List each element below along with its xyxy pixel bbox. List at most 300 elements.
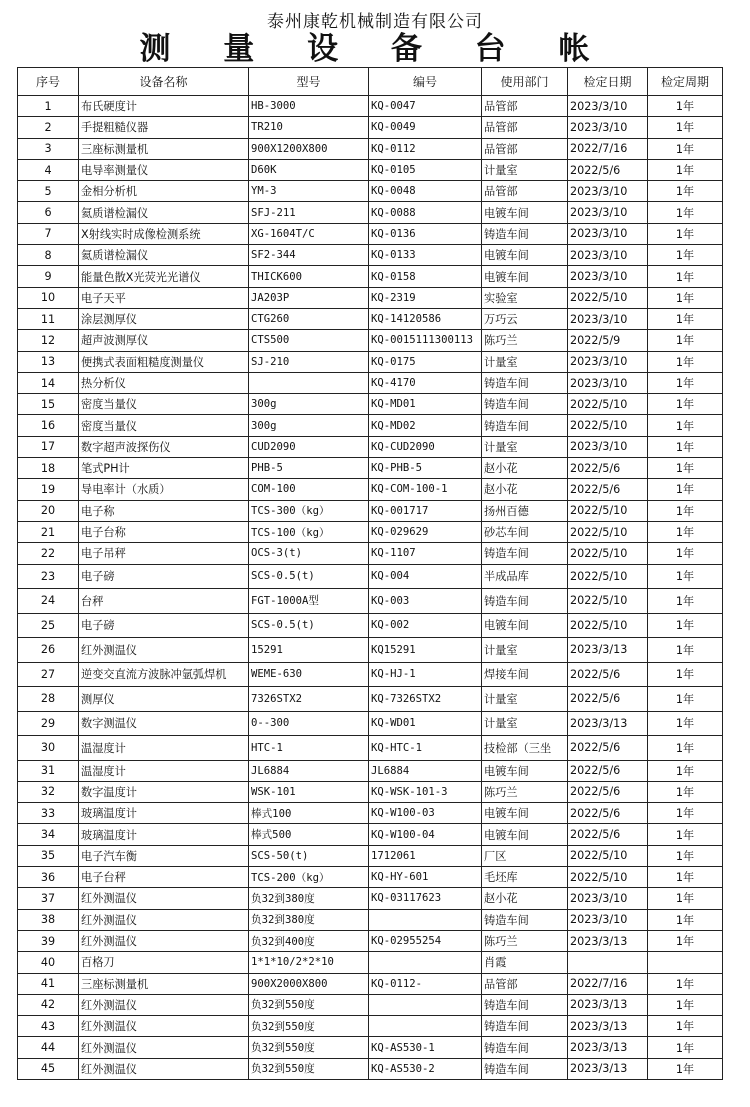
- cell-serial: KQ-W100-03: [369, 803, 482, 824]
- cell-calibration-cycle: 1年: [648, 638, 723, 663]
- cell-serial: KQ-AS530-1: [369, 1037, 482, 1058]
- cell-model: 棒式100: [249, 803, 369, 824]
- table-row: [18, 867, 723, 888]
- cell-calibration-date: 2022/5/6: [568, 662, 648, 687]
- cell-serial: KQ-0088: [369, 202, 482, 223]
- cell-serial: KQ-029629: [369, 521, 482, 542]
- cell-device-name: 红外测温仪: [79, 1058, 249, 1079]
- cell-device-name: 逆变交直流方波脉冲氩弧焊机: [79, 662, 249, 687]
- cell-serial: KQ-0105: [369, 159, 482, 180]
- table-row: [18, 245, 723, 266]
- cell-serial: KQ-0175: [369, 351, 482, 372]
- cell-department: 铸造车间: [482, 994, 568, 1015]
- cell-department: 肖霞: [482, 952, 568, 973]
- cell-department: 品管部: [482, 117, 568, 138]
- table-row: [18, 662, 723, 687]
- cell-no: 37: [18, 888, 79, 909]
- col-header-model: 型号: [249, 68, 369, 96]
- cell-no: 29: [18, 711, 79, 736]
- cell-serial: KQ-0112: [369, 138, 482, 159]
- cell-serial: KQ-HTC-1: [369, 736, 482, 761]
- company-name: 泰州康乾机械制造有限公司: [267, 12, 483, 32]
- cell-calibration-date: 2022/5/10: [568, 394, 648, 415]
- cell-no: 21: [18, 521, 79, 542]
- cell-device-name: 电子称: [79, 500, 249, 521]
- cell-model: HB-3000: [249, 96, 369, 117]
- cell-calibration-cycle: [648, 952, 723, 973]
- cell-serial: KQ-14120586: [369, 308, 482, 329]
- cell-serial: KQ-0158: [369, 266, 482, 287]
- cell-no: 16: [18, 415, 79, 436]
- cell-device-name: 手提粗糙仪器: [79, 117, 249, 138]
- cell-model: 负32到550度: [249, 1037, 369, 1058]
- cell-model: 0--300: [249, 711, 369, 736]
- cell-calibration-cycle: 1年: [648, 330, 723, 351]
- cell-model: YM-3: [249, 181, 369, 202]
- cell-device-name: 红外测温仪: [79, 1037, 249, 1058]
- cell-calibration-cycle: 1年: [648, 372, 723, 393]
- cell-calibration-date: [568, 952, 648, 973]
- table-row: [18, 500, 723, 521]
- cell-calibration-date: 2023/3/10: [568, 202, 648, 223]
- cell-device-name: 热分析仪: [79, 372, 249, 393]
- cell-no: 39: [18, 930, 79, 951]
- cell-serial: KQ-7326STX2: [369, 687, 482, 712]
- cell-calibration-cycle: 1年: [648, 1037, 723, 1058]
- cell-department: 半成品库: [482, 564, 568, 589]
- cell-device-name: 电子吊秤: [79, 543, 249, 564]
- cell-no: 11: [18, 308, 79, 329]
- cell-calibration-date: 2023/3/13: [568, 1058, 648, 1079]
- cell-device-name: 密度当量仪: [79, 394, 249, 415]
- cell-device-name: 超声波测厚仪: [79, 330, 249, 351]
- cell-model: JA203P: [249, 287, 369, 308]
- cell-serial: [369, 994, 482, 1015]
- cell-calibration-date: 2022/5/6: [568, 803, 648, 824]
- cell-calibration-date: 2023/3/10: [568, 96, 648, 117]
- cell-no: 30: [18, 736, 79, 761]
- table-row: [18, 521, 723, 542]
- cell-model: XG-1604T/C: [249, 223, 369, 244]
- cell-model: OCS-3(t): [249, 543, 369, 564]
- table-row: [18, 845, 723, 866]
- cell-serial: KQ-0047: [369, 96, 482, 117]
- cell-device-name: 温湿度计: [79, 760, 249, 781]
- cell-model: 900X1200X800: [249, 138, 369, 159]
- cell-serial: KQ-AS530-2: [369, 1058, 482, 1079]
- table-row: [18, 436, 723, 457]
- cell-serial: KQ-0133: [369, 245, 482, 266]
- cell-calibration-date: 2022/5/6: [568, 824, 648, 845]
- cell-calibration-date: 2023/3/13: [568, 930, 648, 951]
- col-header-serial: 编号: [369, 68, 482, 96]
- cell-calibration-date: 2023/3/10: [568, 909, 648, 930]
- cell-device-name: 玻璃温度计: [79, 824, 249, 845]
- cell-department: 电镀车间: [482, 824, 568, 845]
- cell-calibration-cycle: 1年: [648, 994, 723, 1015]
- cell-calibration-cycle: 1年: [648, 613, 723, 638]
- col-header-department: 使用部门: [482, 68, 568, 96]
- cell-device-name: 玻璃温度计: [79, 803, 249, 824]
- cell-department: 品管部: [482, 181, 568, 202]
- cell-department: 铸造车间: [482, 909, 568, 930]
- cell-no: 34: [18, 824, 79, 845]
- cell-calibration-cycle: 1年: [648, 1016, 723, 1037]
- cell-calibration-cycle: 1年: [648, 351, 723, 372]
- cell-serial: KQ-WSK-101-3: [369, 781, 482, 802]
- cell-calibration-cycle: 1年: [648, 687, 723, 712]
- cell-device-name: 红外测温仪: [79, 1016, 249, 1037]
- cell-calibration-cycle: 1年: [648, 138, 723, 159]
- cell-no: 35: [18, 845, 79, 866]
- cell-no: 24: [18, 589, 79, 614]
- cell-calibration-cycle: 1年: [648, 245, 723, 266]
- cell-calibration-date: 2022/5/9: [568, 330, 648, 351]
- table-row: [18, 909, 723, 930]
- cell-calibration-date: 2023/3/10: [568, 888, 648, 909]
- cell-serial: KQ-0112-: [369, 973, 482, 994]
- cell-serial: [369, 909, 482, 930]
- cell-calibration-cycle: 1年: [648, 909, 723, 930]
- cell-calibration-date: 2022/5/10: [568, 521, 648, 542]
- cell-department: 赵小花: [482, 458, 568, 479]
- cell-calibration-cycle: 1年: [648, 803, 723, 824]
- table-row: [18, 824, 723, 845]
- cell-device-name: 三座标测量机: [79, 973, 249, 994]
- cell-department: 厂区: [482, 845, 568, 866]
- cell-calibration-date: 2022/5/6: [568, 760, 648, 781]
- cell-no: 5: [18, 181, 79, 202]
- cell-calibration-date: 2022/7/16: [568, 138, 648, 159]
- cell-calibration-cycle: 1年: [648, 736, 723, 761]
- cell-model: 15291: [249, 638, 369, 663]
- cell-department: 计量室: [482, 711, 568, 736]
- table-row: [18, 930, 723, 951]
- cell-calibration-date: 2022/5/10: [568, 543, 648, 564]
- cell-device-name: 百格刀: [79, 952, 249, 973]
- cell-calibration-date: 2023/3/13: [568, 1016, 648, 1037]
- cell-device-name: 红外测温仪: [79, 994, 249, 1015]
- col-header-calibration-date: 检定日期: [568, 68, 648, 96]
- cell-calibration-cycle: 1年: [648, 867, 723, 888]
- cell-model: CTG260: [249, 308, 369, 329]
- cell-serial: KQ-4170: [369, 372, 482, 393]
- table-body: [18, 96, 723, 1080]
- table-row: [18, 266, 723, 287]
- col-header-no: 序号: [18, 68, 79, 96]
- cell-department: 铸造车间: [482, 1016, 568, 1037]
- cell-serial: KQ-MD01: [369, 394, 482, 415]
- cell-device-name: 数字测温仪: [79, 711, 249, 736]
- cell-model: WSK-101: [249, 781, 369, 802]
- cell-no: 6: [18, 202, 79, 223]
- cell-department: 实验室: [482, 287, 568, 308]
- cell-calibration-cycle: 1年: [648, 159, 723, 180]
- cell-serial: KQ-002: [369, 613, 482, 638]
- cell-device-name: 笔式PH计: [79, 458, 249, 479]
- cell-model: CTS500: [249, 330, 369, 351]
- cell-serial: KQ-HY-601: [369, 867, 482, 888]
- table-row: [18, 543, 723, 564]
- cell-calibration-cycle: 1年: [648, 266, 723, 287]
- cell-no: 13: [18, 351, 79, 372]
- table-row: [18, 351, 723, 372]
- cell-model: 负32到400度: [249, 930, 369, 951]
- cell-department: 技检部（三坐: [482, 736, 568, 761]
- cell-calibration-date: 2023/3/10: [568, 223, 648, 244]
- cell-department: 铸造车间: [482, 223, 568, 244]
- cell-no: 7: [18, 223, 79, 244]
- cell-department: 铸造车间: [482, 1037, 568, 1058]
- cell-calibration-date: 2022/5/6: [568, 479, 648, 500]
- cell-model: SJ-210: [249, 351, 369, 372]
- cell-device-name: 台秤: [79, 589, 249, 614]
- cell-model: 300g: [249, 394, 369, 415]
- cell-department: 铸造车间: [482, 543, 568, 564]
- cell-calibration-date: 2022/5/10: [568, 564, 648, 589]
- cell-department: 计量室: [482, 159, 568, 180]
- cell-department: 赵小花: [482, 888, 568, 909]
- cell-no: 18: [18, 458, 79, 479]
- cell-no: 8: [18, 245, 79, 266]
- cell-device-name: 红外测温仪: [79, 888, 249, 909]
- cell-no: 28: [18, 687, 79, 712]
- table-row: [18, 372, 723, 393]
- cell-calibration-cycle: 1年: [648, 845, 723, 866]
- cell-no: 40: [18, 952, 79, 973]
- cell-department: 陈巧兰: [482, 781, 568, 802]
- cell-device-name: 电子磅: [79, 613, 249, 638]
- cell-calibration-cycle: 1年: [648, 760, 723, 781]
- cell-department: 砂芯车间: [482, 521, 568, 542]
- table-row: [18, 638, 723, 663]
- cell-department: 陈巧兰: [482, 930, 568, 951]
- cell-calibration-date: 2022/5/6: [568, 458, 648, 479]
- cell-serial: KQ-MD02: [369, 415, 482, 436]
- cell-calibration-cycle: 1年: [648, 308, 723, 329]
- cell-no: 23: [18, 564, 79, 589]
- table-row: [18, 687, 723, 712]
- col-header-calibration-cycle: 检定周期: [648, 68, 723, 96]
- cell-calibration-cycle: 1年: [648, 117, 723, 138]
- cell-calibration-date: 2023/3/10: [568, 245, 648, 266]
- cell-device-name: 电导率测量仪: [79, 159, 249, 180]
- cell-no: 42: [18, 994, 79, 1015]
- cell-calibration-cycle: 1年: [648, 564, 723, 589]
- cell-calibration-cycle: 1年: [648, 824, 723, 845]
- cell-calibration-date: 2022/5/10: [568, 287, 648, 308]
- cell-calibration-cycle: 1年: [648, 543, 723, 564]
- cell-department: 赵小花: [482, 479, 568, 500]
- cell-no: 41: [18, 973, 79, 994]
- cell-calibration-cycle: 1年: [648, 500, 723, 521]
- cell-calibration-date: 2023/3/13: [568, 711, 648, 736]
- table-row: [18, 952, 723, 973]
- cell-department: 陈巧兰: [482, 330, 568, 351]
- cell-department: 电镀车间: [482, 613, 568, 638]
- cell-calibration-date: 2023/3/10: [568, 351, 648, 372]
- cell-department: 电镀车间: [482, 760, 568, 781]
- cell-model: 棒式500: [249, 824, 369, 845]
- cell-no: 27: [18, 662, 79, 687]
- table-row: [18, 1016, 723, 1037]
- cell-serial: [369, 1016, 482, 1037]
- page-title: 测 量 设 备 台 帐: [139, 31, 611, 67]
- cell-serial: KQ15291: [369, 638, 482, 663]
- table-row: [18, 223, 723, 244]
- cell-calibration-cycle: 1年: [648, 973, 723, 994]
- cell-department: 铸造车间: [482, 415, 568, 436]
- cell-department: 铸造车间: [482, 1058, 568, 1079]
- cell-no: 20: [18, 500, 79, 521]
- cell-department: 品管部: [482, 138, 568, 159]
- cell-device-name: 电子台秤: [79, 867, 249, 888]
- cell-calibration-cycle: 1年: [648, 521, 723, 542]
- cell-model: 1*1*10/2*2*10: [249, 952, 369, 973]
- table-row: [18, 96, 723, 117]
- cell-no: 36: [18, 867, 79, 888]
- cell-calibration-cycle: 1年: [648, 1058, 723, 1079]
- cell-serial: KQ-0136: [369, 223, 482, 244]
- table-row: [18, 330, 723, 351]
- cell-calibration-date: 2022/5/10: [568, 500, 648, 521]
- cell-model: COM-100: [249, 479, 369, 500]
- cell-calibration-date: 2023/3/13: [568, 638, 648, 663]
- cell-calibration-date: 2023/3/10: [568, 372, 648, 393]
- equipment-ledger-table: [17, 67, 723, 1080]
- cell-no: 17: [18, 436, 79, 457]
- cell-serial: KQ-CUD2090: [369, 436, 482, 457]
- cell-no: 15: [18, 394, 79, 415]
- cell-department: 毛坯库: [482, 867, 568, 888]
- cell-device-name: 红外测温仪: [79, 909, 249, 930]
- cell-serial: KQ-W100-04: [369, 824, 482, 845]
- cell-serial: KQ-WD01: [369, 711, 482, 736]
- cell-device-name: 电子天平: [79, 287, 249, 308]
- table-row: [18, 760, 723, 781]
- table-row: [18, 159, 723, 180]
- cell-device-name: 三座标测量机: [79, 138, 249, 159]
- cell-serial: KQ-0048: [369, 181, 482, 202]
- table-row: [18, 181, 723, 202]
- cell-device-name: 密度当量仪: [79, 415, 249, 436]
- cell-calibration-cycle: 1年: [648, 181, 723, 202]
- cell-calibration-date: 2022/5/6: [568, 736, 648, 761]
- table-row: [18, 564, 723, 589]
- cell-device-name: 数字温度计: [79, 781, 249, 802]
- cell-no: 32: [18, 781, 79, 802]
- cell-no: 45: [18, 1058, 79, 1079]
- cell-calibration-cycle: 1年: [648, 202, 723, 223]
- cell-device-name: 涂层测厚仪: [79, 308, 249, 329]
- cell-calibration-cycle: 1年: [648, 662, 723, 687]
- cell-department: 电镀车间: [482, 266, 568, 287]
- table-row: [18, 1037, 723, 1058]
- cell-device-name: 导电率计（水质）: [79, 479, 249, 500]
- cell-model: SCS-0.5(t): [249, 564, 369, 589]
- cell-calibration-date: 2022/5/10: [568, 613, 648, 638]
- cell-calibration-cycle: 1年: [648, 888, 723, 909]
- cell-calibration-date: 2023/3/10: [568, 266, 648, 287]
- cell-serial: KQ-004: [369, 564, 482, 589]
- cell-device-name: 电子汽车衡: [79, 845, 249, 866]
- cell-no: 12: [18, 330, 79, 351]
- cell-model: JL6884: [249, 760, 369, 781]
- cell-device-name: 红外测温仪: [79, 638, 249, 663]
- cell-department: 铸造车间: [482, 394, 568, 415]
- table-row: [18, 138, 723, 159]
- cell-model: SCS-50(t): [249, 845, 369, 866]
- cell-department: 焊接车间: [482, 662, 568, 687]
- cell-no: 3: [18, 138, 79, 159]
- cell-calibration-date: 2023/3/13: [568, 994, 648, 1015]
- cell-device-name: 便携式表面粗糙度测量仪: [79, 351, 249, 372]
- cell-no: 31: [18, 760, 79, 781]
- cell-serial: KQ-003: [369, 589, 482, 614]
- cell-serial: KQ-HJ-1: [369, 662, 482, 687]
- cell-model: TCS-200（kg）: [249, 867, 369, 888]
- cell-department: 计量室: [482, 351, 568, 372]
- cell-model: D60K: [249, 159, 369, 180]
- table-row: [18, 287, 723, 308]
- cell-device-name: 数字超声波探伤仪: [79, 436, 249, 457]
- table-row: [18, 711, 723, 736]
- cell-department: 铸造车间: [482, 372, 568, 393]
- cell-calibration-cycle: 1年: [648, 479, 723, 500]
- cell-device-name: X射线实时成像检测系统: [79, 223, 249, 244]
- table-row: [18, 973, 723, 994]
- cell-calibration-date: 2023/3/10: [568, 117, 648, 138]
- cell-no: 19: [18, 479, 79, 500]
- cell-department: 扬州百德: [482, 500, 568, 521]
- cell-no: 43: [18, 1016, 79, 1037]
- cell-serial: KQ-0015111300113: [369, 330, 482, 351]
- cell-department: 铸造车间: [482, 589, 568, 614]
- cell-calibration-cycle: 1年: [648, 930, 723, 951]
- cell-model: 300g: [249, 415, 369, 436]
- col-header-device-name: 设备名称: [79, 68, 249, 96]
- cell-model: SCS-0.5(t): [249, 613, 369, 638]
- cell-device-name: 能量色散X光荧光光谱仪: [79, 266, 249, 287]
- cell-department: 电镀车间: [482, 202, 568, 223]
- cell-no: 1: [18, 96, 79, 117]
- cell-model: TCS-300（kg）: [249, 500, 369, 521]
- cell-model: 负32到550度: [249, 1016, 369, 1037]
- table-row: [18, 1058, 723, 1079]
- cell-serial: KQ-COM-100-1: [369, 479, 482, 500]
- cell-serial: KQ-2319: [369, 287, 482, 308]
- cell-model: CUD2090: [249, 436, 369, 457]
- cell-model: TR210: [249, 117, 369, 138]
- cell-model: 7326STX2: [249, 687, 369, 712]
- cell-calibration-date: 2022/5/10: [568, 845, 648, 866]
- table-row: [18, 394, 723, 415]
- cell-calibration-cycle: 1年: [648, 96, 723, 117]
- table-row: [18, 202, 723, 223]
- cell-department: 品管部: [482, 96, 568, 117]
- cell-device-name: 电子台称: [79, 521, 249, 542]
- cell-device-name: 红外测温仪: [79, 930, 249, 951]
- cell-calibration-date: 2022/5/6: [568, 781, 648, 802]
- cell-device-name: 氦质谱检漏仪: [79, 202, 249, 223]
- cell-serial: JL6884: [369, 760, 482, 781]
- cell-model: 负32到550度: [249, 1058, 369, 1079]
- cell-device-name: 测厚仪: [79, 687, 249, 712]
- cell-department: 计量室: [482, 638, 568, 663]
- cell-department: 计量室: [482, 436, 568, 457]
- cell-model: 负32到550度: [249, 994, 369, 1015]
- cell-calibration-cycle: 1年: [648, 781, 723, 802]
